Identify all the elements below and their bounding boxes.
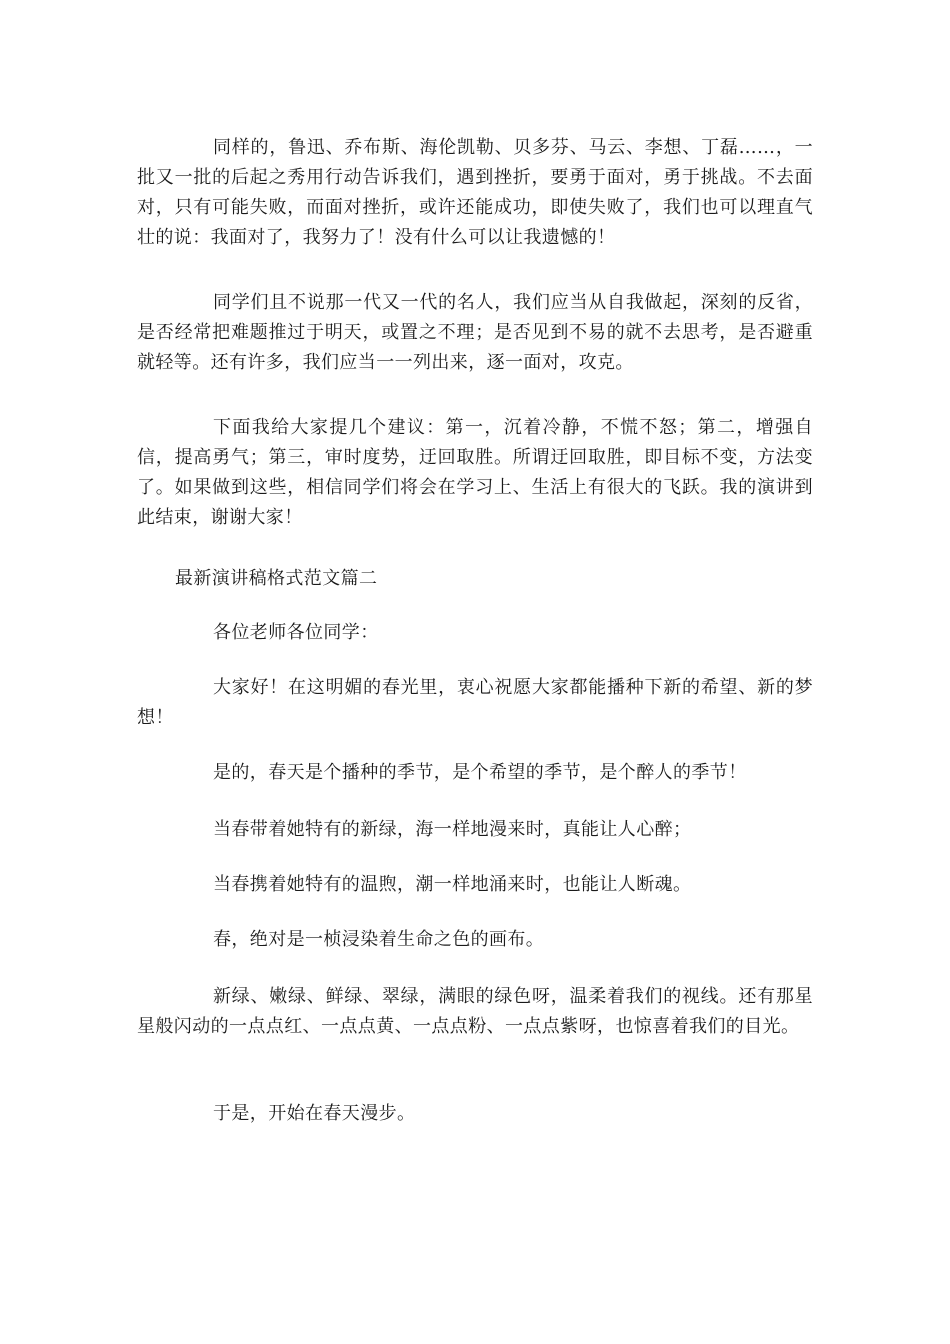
paragraph-self-reflection: 同学们且不说那一代又一代的名人，我们应当从自我做起，深刻的反省，是否经常把难题推过于明天，或置之不理；是否见到不易的就不去思考，是否避重就轻等。还有许多，我们应当一一列出来，逐一面对，攻克。 [137, 292, 813, 373]
paragraph-spring-season: 是的，春天是个播种的季节，是个希望的季节，是个醉人的季节！ [213, 762, 747, 783]
paragraph-spring-green: 当春带着她特有的新绿，海一样地漫来时，真能让人心醉； [213, 819, 692, 840]
paragraph-salutation: 各位老师各位同学： [213, 622, 379, 643]
paragraph-greeting: 大家好！在这明媚的春光里，衷心祝愿大家都能播种下新的希望、新的梦想！ [137, 677, 813, 728]
paragraph-famous-people: 同样的，鲁迅、乔布斯、海伦凯勒、贝多芬、马云、李想、丁磊……，一批又一批的后起之秀用行动告诉我们，遇到挫折，要勇于面对，勇于挑战。不去面对，只有可能失败，而面对挫折，或许还能成功，即使失败了，我们也可以理直气壮的说：我面对了，我努力了！没有什么可以让我遗憾的！ [137, 137, 813, 248]
paragraph-spring-walk: 于是，开始在春天漫步。 [213, 1103, 416, 1124]
paragraph-suggestions: 下面我给大家提几个建议：第一，沉着冷静，不慌不怒；第二，增强自信，提高勇气；第三，审时度势，迂回取胜。所谓迂回取胜，即目标不变，方法变了。如果做到这些，相信同学们将会在学习上、生活上有很大的飞跃。我的演讲到此结束，谢谢大家！ [137, 417, 813, 528]
paragraph-spring-colors: 新绿、嫩绿、鲜绿、翠绿，满眼的绿色呀，温柔着我们的视线。还有那星星般闪动的一点点红、一点点黄、一点点粉、一点点紫呀，也惊喜着我们的目光。 [137, 986, 813, 1037]
paragraph-spring-canvas: 春，绝对是一桢浸染着生命之色的画布。 [213, 929, 545, 950]
paragraph-spring-warmth: 当春携着她特有的温煦，潮一样地涌来时，也能让人断魂。 [213, 874, 692, 895]
section-heading: 最新演讲稿格式范文篇二 [175, 568, 378, 589]
